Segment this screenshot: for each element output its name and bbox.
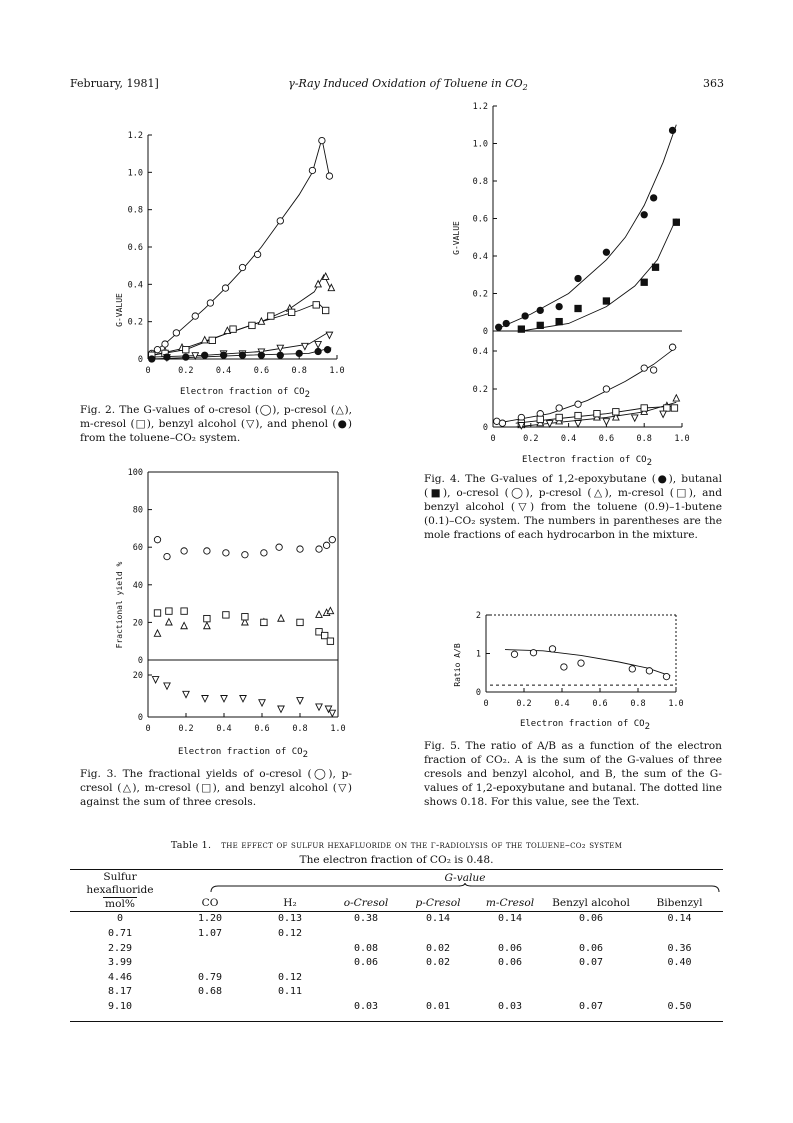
table-cell-value: 0.13: [277, 913, 303, 925]
fig3-point-circle: [164, 553, 170, 559]
table-rule-top: [70, 869, 723, 870]
fig4-point-triangle-down: [603, 419, 609, 425]
table-cell-value: 0.06: [353, 957, 379, 969]
table-cell-value: 0.14: [425, 913, 451, 925]
fig2-xlabel: [180, 387, 310, 400]
fig2-y-tick-label: 1.2: [127, 131, 143, 141]
table-cell-sf6: 8.17: [107, 986, 133, 998]
fig2-point-square: [268, 313, 274, 319]
table-cell-value: 0.02: [425, 957, 451, 969]
fig2-point-filled-circle: [149, 356, 155, 362]
fig3-point-triangle: [327, 607, 333, 613]
table-cell-value: [474, 926, 546, 941]
fig2-point-triangle-down: [302, 343, 308, 349]
fig2-point-square: [322, 307, 328, 313]
fig5-point-circle: [629, 666, 635, 672]
fig4-point-filled-square: [518, 326, 524, 332]
table-rule-bottom: [70, 1021, 723, 1022]
fig3-point-square: [223, 612, 229, 618]
fig5-x-tick-label: 1.0: [668, 699, 684, 709]
row-header-line-2: hexafluoride: [86, 884, 154, 896]
fig2-point-filled-circle: [258, 352, 264, 358]
header-title-sub: 2: [522, 83, 528, 93]
fig4-x-tick-label: 0: [490, 434, 496, 444]
fig2-point-circle: [239, 264, 245, 270]
fig2-point-filled-circle: [315, 348, 321, 354]
fig3-point-circle: [242, 552, 248, 558]
header-title: γ-Ray Induced Oxidation of Toluene in CO: [288, 77, 523, 90]
fig3-point-triangle-down: [164, 683, 170, 689]
fig3-point-square: [261, 619, 267, 625]
fig2-y-tick-label: 0.8: [127, 205, 143, 216]
fig2-x-tick-label: 0.8: [291, 366, 307, 376]
fig4-point-triangle-down: [660, 411, 666, 417]
fig4-caption-text: The G-values of 1,2-epoxybutane (●), butanal (■), o-cresol (◯), p-cresol (△), m-cresol (□), and benzyl alcohol (▽) from the toluene (0.9)–1-butene (0.1)–CO₂ system. The numbers in parentheses are the mole fractions of each hydrocarbon in the mixture.: [424, 473, 722, 541]
fig4-point-circle: [556, 405, 562, 411]
fig3-point-triangle: [278, 615, 284, 621]
fig3-caption-text: The fractional yields of o-cresol (◯), p-cresol (△), m-cresol (□), and benzyl alcohol (▽) against the sum of three cresols.: [80, 768, 352, 808]
fig3-bottom-y-tick-label: 20: [132, 671, 143, 681]
table-cell-value: [402, 926, 474, 941]
fig5-caption: [424, 739, 722, 809]
table-row: [70, 911, 723, 926]
fig4-top-y-tick-label: 0.8: [472, 177, 488, 187]
fig4-curve-o-cresol: [497, 347, 677, 423]
fig5-ylabel: Ratio A/B: [453, 643, 462, 687]
fig4-point-filled-circle: [603, 249, 609, 255]
fig3-point-circle: [181, 548, 187, 554]
fig3-bottom-y-tick-label: 0: [137, 713, 143, 723]
fig4-top-y-tick-label: 0: [482, 327, 488, 337]
fig3-point-circle: [329, 536, 335, 542]
fig3-point-triangle-down: [329, 710, 335, 716]
fig4-point-filled-circle: [669, 127, 675, 133]
fig4-point-square: [594, 411, 600, 417]
fig3-point-circle: [323, 542, 329, 548]
table-cell-value: 0.08: [353, 942, 379, 954]
fig5-y-tick-label: 0: [475, 688, 481, 698]
fig3-point-triangle: [316, 611, 322, 617]
fig2-curve-m-cresol: [152, 303, 328, 355]
fig4-point-square: [575, 412, 581, 418]
fig4-xlabel-text: Electron fraction of CO: [521, 455, 647, 465]
fig2-caption-text: The G-values of o-cresol (◯), p-cresol (△), m-cresol (□), benzyl alcohol (▽), and phenol (●) from the toluene–CO₂ system.: [80, 404, 352, 444]
fig3-xlabel-sub: 2: [302, 750, 309, 760]
fig2-chart: [100, 115, 360, 405]
fig3-top-y-tick-label: 20: [132, 618, 143, 629]
fig2-caption-label: Fig. 2.: [80, 404, 116, 416]
table-cell-value: [546, 970, 636, 985]
fig2-point-filled-circle: [164, 354, 170, 360]
fig4-point-filled-square: [603, 298, 609, 304]
fig2-xlabel-sub: 2: [304, 390, 311, 400]
fig4-top-y-tick-label: 0.2: [472, 289, 488, 300]
table-row: [70, 955, 723, 970]
table-cell-value: 0.14: [667, 913, 692, 925]
row-header-line-1: Sulfur: [103, 871, 137, 883]
fig3-x-tick-label: 0.6: [254, 724, 270, 734]
table-cell-value: [330, 970, 402, 985]
fig4-caption: [424, 472, 722, 542]
fig4-top-y-tick-label: 0.6: [472, 214, 488, 225]
table-row: [70, 941, 723, 956]
table-cell-value: 0.12: [277, 927, 303, 939]
fig2-point-square: [288, 309, 294, 315]
fig5-x-tick-label: 0.2: [516, 699, 532, 709]
row-header-line-3: mol%: [105, 898, 135, 910]
fig2-ylabel: G-VALUE: [115, 293, 124, 327]
table-cell-value: [402, 985, 474, 1000]
fig2-y-tick-label: 1.0: [127, 168, 143, 179]
fig5-point-circle: [549, 646, 555, 652]
table-cell-value: 0.36: [667, 942, 692, 954]
fig2-y-tick-label: 0.6: [127, 243, 143, 253]
fig4-point-square: [613, 409, 619, 415]
fig3-point-square: [297, 619, 303, 625]
group-brace: [210, 883, 720, 893]
fig4-point-circle: [669, 344, 675, 350]
fig3-point-circle: [204, 548, 210, 554]
fig2-point-circle: [326, 173, 332, 179]
fig2-point-circle: [162, 341, 168, 347]
fig4-xlabel-sub: 2: [646, 458, 653, 468]
fig3-point-square: [181, 608, 187, 614]
column-header-bibenzyl: Bibenzyl: [656, 897, 703, 910]
fig3-x-tick-label: 0.8: [292, 724, 308, 734]
table-cell-sf6: 4.46: [107, 971, 133, 983]
table-cell-value: 0.50: [667, 1000, 692, 1012]
table-cell-value: 0.07: [578, 957, 604, 969]
fig2-point-circle: [192, 313, 198, 319]
fig5-caption-label: Fig. 5.: [424, 740, 461, 752]
fig5-xlabel: [520, 719, 650, 732]
fig3-point-triangle-down: [202, 696, 208, 702]
fig5-point-circle: [578, 660, 584, 666]
column-header-co: CO: [201, 897, 219, 910]
fig4-point-filled-square: [556, 318, 562, 324]
fig2-point-filled-circle: [220, 352, 226, 358]
fig4-point-filled-square: [537, 322, 543, 328]
table-cell-sf6: 9.10: [107, 1000, 133, 1012]
table-cell-value: [474, 985, 546, 1000]
fig3-point-triangle-down: [259, 700, 265, 706]
fig5-x-tick-label: 0.4: [554, 699, 570, 709]
fig5-point-circle: [561, 664, 567, 670]
table-cell-value: [402, 970, 474, 985]
table-title-label: Table 1.: [170, 840, 212, 851]
table-cell-value: [170, 999, 250, 1014]
table-group-header: G-value: [444, 872, 486, 884]
fig2-point-square: [209, 337, 215, 343]
table-row: [70, 970, 723, 985]
fig2-point-circle: [319, 137, 325, 143]
fig2-x-tick-label: 0.6: [253, 366, 270, 376]
fig2-x-tick-label: 0: [145, 366, 151, 376]
fig2-point-square: [230, 326, 236, 332]
fig2-xlabel-text: Electron fraction of CO: [179, 387, 305, 397]
table-cell-value: [546, 926, 636, 941]
table-cell-value: 0.40: [667, 957, 692, 969]
table-cell-value: [636, 985, 723, 1000]
fig2-point-triangle-down: [326, 332, 332, 338]
fig4-point-triangle-down: [575, 421, 581, 427]
fig2-x-tick-label: 0.4: [215, 366, 232, 376]
fig5-y-tick-label: 1: [475, 649, 481, 660]
fig4-point-filled-square: [673, 219, 679, 225]
fig5-xlabel-text: Electron fraction of CO: [519, 719, 645, 729]
fig3-point-square: [327, 638, 333, 644]
table-title-text: the effect of sulfur hexafluoride on the γ-radiolysis of the toluene–co₂ system: [221, 840, 623, 851]
fig3-point-square: [204, 615, 210, 621]
fig2-point-filled-circle: [239, 352, 245, 358]
column-header-h2: H₂: [283, 897, 297, 910]
header-page-number: 363: [703, 77, 724, 90]
fig4-point-square: [537, 416, 543, 422]
table-cell-value: 0.14: [497, 913, 523, 925]
fig2-x-tick-label: 0.2: [178, 366, 194, 376]
fig3-point-square: [242, 614, 248, 620]
fig3-point-triangle-down: [240, 696, 246, 702]
fig3-x-tick-label: 0: [145, 724, 151, 734]
fig3-point-triangle-down: [316, 704, 322, 710]
header-left: February, 1981]: [70, 77, 159, 90]
fig4-top-y-tick-label: 1.0: [472, 139, 488, 150]
fig3-top-y-tick-label: 0: [137, 656, 143, 666]
fig2-point-filled-circle: [277, 352, 283, 358]
fig5-caption-text: The ratio of A/B as a function of the electron fraction of CO₂. A is the sum of the G-values of three cresols and benzyl alcohol, and B, the sum of the G-values of 1,2-epoxybutane and butanal. The dotted line shows 0.18. For this value, see the Text.: [424, 740, 722, 808]
fig2-point-circle: [277, 218, 283, 224]
table-cell-value: [474, 970, 546, 985]
fig5-x-tick-label: 0.8: [630, 699, 646, 709]
fig4-top-y-tick-label: 0.4: [472, 252, 488, 262]
fig3-top-y-tick-label: 100: [127, 468, 143, 478]
fig2-y-tick-label: 0.4: [127, 280, 143, 291]
fig4-point-filled-circle: [537, 307, 543, 313]
fig3-point-triangle-down: [183, 691, 189, 697]
table-cell-value: 0.03: [497, 1000, 523, 1012]
fig3-point-circle: [297, 546, 303, 552]
fig4-x-tick-label: 1.0: [674, 434, 690, 444]
fig5-y-tick-label: 2: [475, 611, 481, 621]
fig2-point-circle: [173, 330, 179, 336]
fig2-point-square: [183, 346, 189, 352]
fig4-curve-butanal: [521, 219, 676, 332]
fig2-point-circle: [309, 167, 315, 173]
fig5-point-circle: [646, 668, 652, 674]
header-center: [258, 77, 558, 92]
fig2-point-triangle: [202, 337, 208, 343]
fig5-point-circle: [511, 651, 517, 657]
table-cell-value: [250, 999, 330, 1014]
table-cell-value: 0.12: [277, 971, 303, 983]
fig5-x-tick-label: 0.6: [592, 699, 608, 709]
fig4-x-tick-label: 0.2: [523, 434, 539, 444]
table-cell-value: [636, 970, 723, 985]
fig3-top-y-tick-label: 80: [132, 505, 143, 516]
table-cell-value: [250, 941, 330, 956]
table-cell-value: 0.79: [197, 971, 223, 983]
fig3-point-triangle-down: [297, 698, 303, 704]
fig4-top-y-tick-label: 1.2: [472, 102, 488, 112]
fig4-point-filled-circle: [503, 320, 509, 326]
fig2-point-circle: [207, 300, 213, 306]
fig4-point-circle: [575, 401, 581, 407]
fig4-point-square: [664, 405, 670, 411]
fig3-point-triangle-down: [278, 706, 284, 712]
fig5-x-tick-label: 0: [483, 699, 489, 709]
fig2-point-circle: [254, 251, 260, 257]
fig4-point-filled-square: [652, 264, 658, 270]
table-cell-value: 0.38: [353, 913, 379, 925]
table-cell-value: 0.06: [497, 957, 523, 969]
fig2-curve-o-cresol: [152, 139, 330, 354]
fig4-point-square: [556, 414, 562, 420]
table-row: [70, 985, 723, 1000]
fig2-y-tick-label: 0.2: [127, 317, 143, 328]
fig4-x-tick-label: 0.8: [636, 434, 652, 444]
fig3-point-square: [166, 608, 172, 614]
table-cell-sf6: 2.29: [107, 942, 133, 954]
fig3-top-y-tick-label: 40: [132, 580, 143, 591]
table-cell-value: [170, 941, 250, 956]
fig3-point-triangle: [181, 622, 187, 628]
fig4-chart: [445, 98, 705, 470]
fig4-point-square: [641, 405, 647, 411]
table-cell-value: [546, 985, 636, 1000]
table-cell-value: 0.06: [578, 913, 604, 925]
fig5-point-circle: [663, 673, 669, 679]
table-cell-sf6: 0: [116, 913, 124, 925]
table-cell-value: [250, 955, 330, 970]
fig3-point-circle: [276, 544, 282, 550]
fig4-bottom-y-tick-label: 0: [482, 423, 488, 433]
fig3-point-triangle: [204, 622, 210, 628]
fig2-point-filled-circle: [296, 350, 302, 356]
fig4-curve-epoxybutane: [497, 125, 677, 329]
table-cell-value: 0.01: [425, 1000, 451, 1012]
fig5-chart: [448, 605, 708, 735]
fig2-point-circle: [222, 285, 228, 291]
fig3-chart: [100, 460, 360, 765]
table-cell-value: 0.68: [197, 986, 223, 998]
fig3-caption-label: Fig. 3.: [80, 768, 117, 780]
fig3-caption: [80, 767, 352, 809]
fig4-x-tick-label: 0.4: [560, 434, 577, 444]
table-cell-value: 0.07: [578, 1000, 604, 1012]
table-cell-value: [170, 955, 250, 970]
table-cell-value: [330, 926, 402, 941]
column-header-m-cresol: m-Cresol: [485, 897, 535, 910]
table-cell-value: 0.06: [578, 942, 604, 954]
table-row: [70, 999, 723, 1014]
fig5-curve-ratio: [505, 650, 670, 676]
table-column-header-row: [70, 896, 723, 911]
column-header-benzyl-alcohol: Benzyl alcohol: [552, 897, 630, 910]
table-subtitle: The electron fraction of CO₂ is 0.48.: [299, 854, 494, 866]
fig2-x-tick-label: 1.0: [329, 366, 345, 376]
fig4-point-circle: [650, 367, 656, 373]
fig3-top-y-tick-label: 60: [132, 543, 143, 554]
table-cell-value: [636, 926, 723, 941]
fig4-point-filled-circle: [641, 212, 647, 218]
table-cell-value: 1.20: [197, 913, 223, 925]
fig5-xlabel-sub: 2: [644, 722, 651, 732]
fig2-point-triangle-down: [315, 341, 321, 347]
fig3-point-square: [154, 610, 160, 616]
fig4-point-circle: [603, 386, 609, 392]
fig3-xlabel: [178, 747, 308, 760]
fig4-bottom-y-tick-label: 0.2: [472, 385, 488, 395]
fig4-ylabel: G-VALUE: [452, 221, 461, 255]
table-cell-value: 1.07: [197, 927, 223, 939]
table-cell-value: 0.06: [497, 942, 523, 954]
table-cell-value: [330, 985, 402, 1000]
fig4-point-circle: [499, 420, 505, 426]
column-header-blank: [70, 896, 170, 911]
fig2-caption: [80, 403, 352, 445]
fig3-point-circle: [316, 546, 322, 552]
column-header-p-cresol: p-Cresol: [415, 897, 461, 910]
fig3-point-triangle-down: [221, 696, 227, 702]
fig5-point-circle: [530, 650, 536, 656]
fig4-caption-label: Fig. 4.: [424, 473, 461, 485]
fig2-point-filled-circle: [183, 354, 189, 360]
fig4-point-square: [671, 405, 677, 411]
fig4-point-circle: [641, 365, 647, 371]
fig2-y-tick-label: 0: [137, 355, 143, 365]
table-row: [70, 926, 723, 941]
fig4-point-triangle: [673, 395, 679, 401]
table-cell-value: 0.11: [277, 986, 303, 998]
fig2-point-filled-circle: [324, 346, 330, 352]
fig4-point-filled-circle: [556, 303, 562, 309]
data-table: [70, 896, 723, 1014]
fig4-point-filled-square: [575, 305, 581, 311]
fig2-point-filled-circle: [202, 352, 208, 358]
fig4-point-filled-circle: [650, 195, 656, 201]
fig3-x-tick-label: 1.0: [330, 724, 346, 734]
table-cell-sf6: 3.99: [107, 957, 133, 969]
fig3-point-triangle-down: [152, 677, 158, 683]
fig3-ylabel: Fractional yield %: [115, 561, 124, 649]
fig4-point-filled-square: [641, 279, 647, 285]
table-cell-value: 0.02: [425, 942, 451, 954]
fig4-point-filled-circle: [522, 313, 528, 319]
fig3-point-triangle: [154, 630, 160, 636]
fig4-point-triangle-down: [632, 415, 638, 421]
fig4-point-filled-circle: [495, 324, 501, 330]
column-header-o-cresol: o-Cresol: [343, 897, 389, 910]
table-cell-value: 0.03: [353, 1000, 379, 1012]
fig3-x-tick-label: 0.2: [178, 724, 194, 734]
fig4-bottom-y-tick-label: 0.4: [472, 347, 488, 357]
fig3-point-circle: [261, 550, 267, 556]
fig4-point-filled-circle: [575, 275, 581, 281]
fig3-point-circle: [223, 550, 229, 556]
table-cell-sf6: 0.71: [107, 927, 133, 939]
fig2-point-square: [313, 302, 319, 308]
fig2-point-square: [249, 322, 255, 328]
table-title: [70, 840, 723, 851]
fig4-x-tick-label: 0.6: [598, 434, 615, 444]
fig3-x-tick-label: 0.4: [216, 724, 232, 734]
fig4-xlabel: [522, 455, 652, 468]
fig3-point-triangle: [166, 619, 172, 625]
fig3-point-circle: [154, 536, 160, 542]
fig3-xlabel-text: Electron fraction of CO: [177, 747, 303, 757]
